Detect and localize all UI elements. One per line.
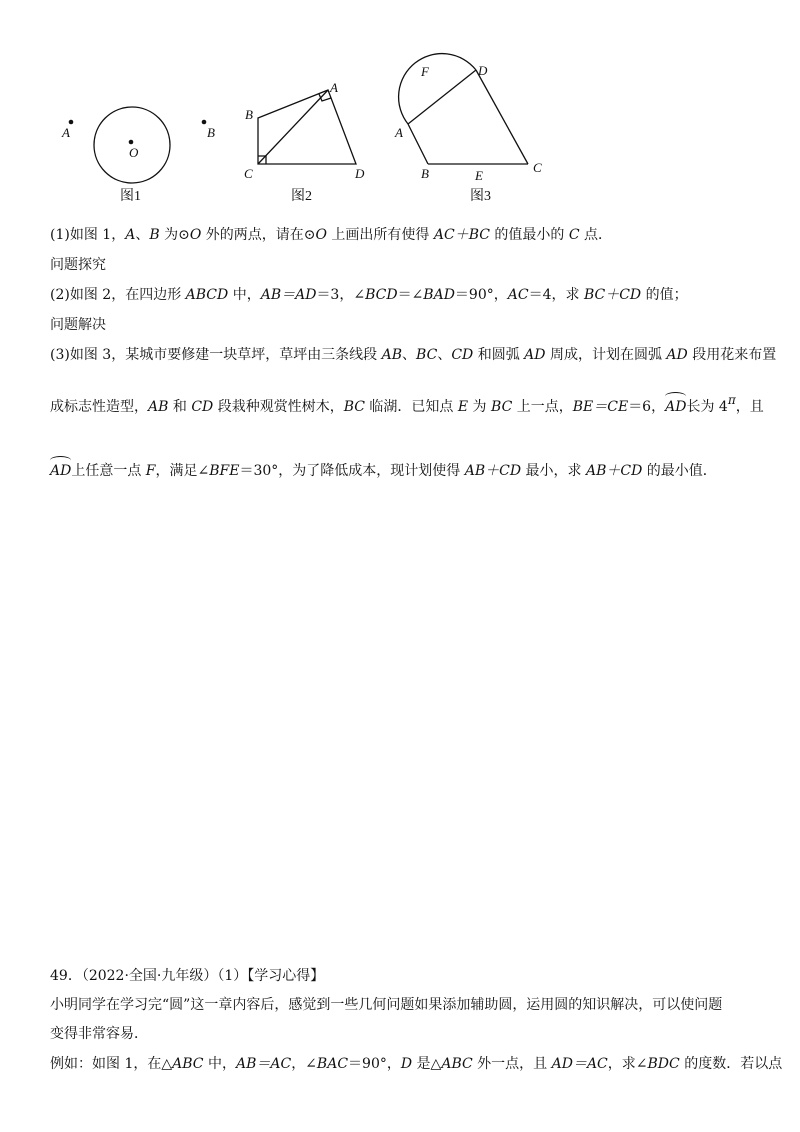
fig3-segment-ab [408,124,428,164]
q3-line-1: (3)如图 3，某城市要修建一块草坪，草坪由三条线段 AB、BC、CD 和圆弧 AD 周成，计划在圆弧 AD 段用花来布置 [50,347,777,363]
fig1-label-b: B [207,125,215,140]
fig3-arc-ad [399,54,476,124]
fig2-label-b: B [245,107,253,122]
pi-symbol: π [727,393,736,407]
fig3-caption: 图3 [470,189,491,204]
fig1-point-a [69,120,74,125]
fig2-quadrilateral [258,90,356,164]
fig1-point-b [202,120,207,125]
figures-strip [0,0,800,215]
fig2-right-angle-a [319,94,331,101]
figure-3 [399,54,528,164]
fig3-label-a: A [395,125,403,140]
q49-line-3: 变得非常容易． [50,1026,148,1042]
q3-line-3: AD上任意一点 F，满足∠BFE＝30°，为了降低成本，现计划使得 AB＋CD 最小，求 AB＋CD 的最小值． [50,463,717,479]
fig1-caption: 图1 [120,189,141,204]
fig2-label-d: D [355,166,365,181]
q1-line: (1)如图 1，A、B 为⊙O 外的两点，请在⊙O 上画出所有使得 AC＋BC 的值最小的 C 点． [50,227,613,243]
figure-1 [61,107,215,204]
arc-ad-symbol: AD [665,399,687,415]
fig2-caption: 图2 [291,189,312,204]
fig3-label-d: D [478,63,488,78]
q49-line-4: 例如：如图 1，在△ABC 中，AB＝AC，∠BAC＝90°，D 是△ABC 外一点，且 AD＝AC，求∠BDC 的度数．若以点 [50,1056,783,1072]
section-explore: 问题探究 [50,257,106,273]
fig1-label-a: A [62,125,70,140]
fig3-label-e: E [475,168,483,183]
fig2-label-c: C [244,166,253,181]
arc-ad-symbol-2: AD [50,463,72,479]
q2-line: (2)如图 2，在四边形 ABCD 中，AB＝AD＝3，∠BCD＝∠BAD＝90°，AC＝4，求 BC＋CD 的值； [50,287,688,303]
fig3-segment-cd [476,70,528,164]
fig3-label-c: C [533,160,542,175]
fig3-chord-ad [408,70,476,124]
fig3-label-f: F [421,64,429,79]
fig1-center-o [129,140,134,145]
q3-line-2: 成标志性造型，AB 和 CD 段栽种观赏性树木，BC 临湖．已知点 E 为 BC 上一点，BE＝CE＝6，AD长为 4π，且 [50,393,764,415]
fig2-label-a: A [330,80,338,95]
q49-line-2: 小明同学在学习完“圆”这一章内容后，感觉到一些几何问题如果添加辅助圆，运用圆的知识解决，可以使问题 [50,997,723,1013]
fig2-diagonal-ac [258,90,328,164]
figure-2 [258,90,356,164]
q49-header: 49．（2022·全国·九年级）（1）【学习心得】 [50,968,325,984]
fig1-label-o: O [129,145,139,160]
fig3-label-b: B [421,166,429,181]
section-solve: 问题解决 [50,317,106,333]
